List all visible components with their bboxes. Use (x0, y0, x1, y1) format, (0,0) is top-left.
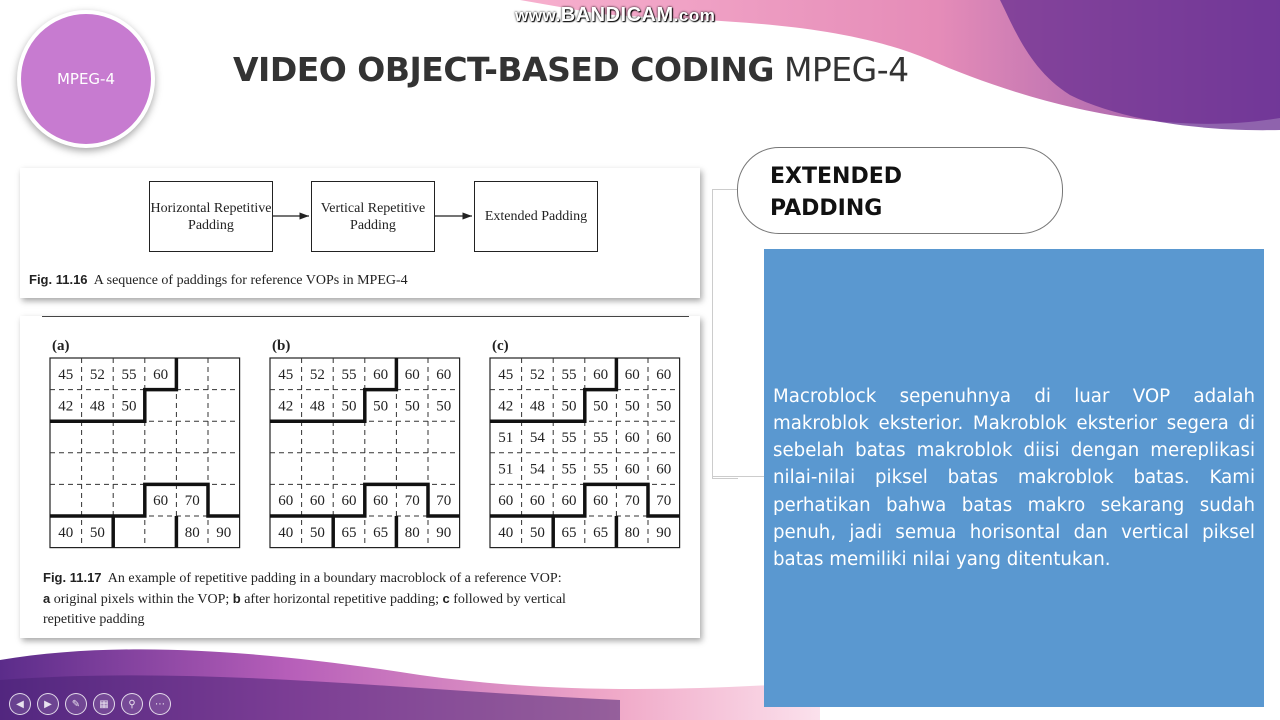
pixel-value: 60 (593, 493, 609, 510)
pixel-value: 60 (624, 430, 640, 446)
pixel-value: 60 (498, 493, 514, 510)
pixel-value: 52 (89, 366, 105, 383)
figure-11-16 (20, 168, 700, 298)
pixel-value: 40 (278, 524, 294, 541)
pixel-value: 60 (153, 493, 169, 510)
mpeg4-badge (17, 10, 155, 148)
pixel-value: 42 (278, 398, 294, 415)
pixel-value: 42 (58, 398, 74, 415)
pixel-value: 70 (404, 493, 420, 510)
pixel-value: 60 (278, 493, 294, 510)
figure2-caption: Fig. 11.17 An example of repetitive padding in a boundary macroblock of a reference VOP: a original pixels within the VOP; b after horizontal repetitive padding; c followed by vertical repetitive padding (43, 570, 566, 627)
pixel-value: 60 (153, 366, 169, 383)
pixel-value: 55 (561, 430, 577, 446)
pixel-value: 60 (373, 493, 389, 510)
pixel-value: 60 (593, 366, 609, 383)
prev-icon[interactable]: ◀ (9, 693, 31, 715)
pixel-value: 42 (498, 398, 514, 415)
pixel-value: 45 (58, 366, 74, 383)
pixel-value: 50 (593, 398, 609, 415)
pixel-value: 45 (278, 366, 294, 383)
pixel-value: 65 (561, 524, 577, 541)
pixel-value: 60 (656, 461, 672, 478)
extended-padding-heading (737, 147, 1063, 234)
connector-line-2 (712, 476, 764, 477)
pixel-value: 55 (561, 461, 577, 478)
padding-grids (20, 316, 700, 566)
pixel-value: 60 (529, 493, 545, 510)
pixel-value: 65 (373, 524, 389, 541)
pixel-value: 60 (436, 366, 452, 383)
description-text: Macroblock sepenuhnya di luar VOP adalah makroblok eksterior. Makroblok eksterior segera di sebelah batas makroblok diisi dengan mereplikasi nilai-nilai piksel batas makroblok batas. Kami perhatikan bahwa batas makro sekarang sudah penuh, jadi semua horisontal dan vertical piksel batas memiliki nilai yang ditentukan. (773, 385, 1255, 570)
pixel-value: 55 (593, 430, 609, 446)
pixel-value: 80 (624, 524, 640, 541)
pixel-value: 65 (341, 524, 357, 541)
flow-box-extended: Extended Padding (474, 181, 598, 252)
pixel-value: 90 (436, 524, 452, 541)
pixel-value: 50 (624, 398, 640, 415)
pixel-value: 55 (593, 461, 609, 478)
pixel-value: 70 (436, 493, 452, 510)
pixel-value: 80 (184, 524, 200, 541)
title-bold: VIDEO OBJECT-BASED CODING (233, 50, 774, 89)
pixel-value: 50 (656, 398, 672, 415)
pixel-value: 55 (561, 366, 577, 383)
slides-icon[interactable]: ▦ (93, 693, 115, 715)
pixel-value: 70 (624, 493, 640, 510)
pixel-value: 52 (529, 366, 545, 383)
pixel-value: 55 (121, 366, 137, 383)
figure1-caption: Fig. 11.16 A sequence of paddings for reference VOPs in MPEG-4 (29, 272, 408, 288)
pixel-value: 90 (656, 524, 672, 541)
pixel-value: 50 (373, 398, 389, 415)
pixel-value: 48 (309, 398, 325, 415)
pixel-value: 80 (404, 524, 420, 541)
search-icon[interactable]: ⚲ (121, 693, 143, 715)
pixel-value: 60 (561, 493, 577, 510)
grid-label: (a) (52, 338, 70, 354)
flow-box-horizontal: Horizontal Repetitive Padding (149, 181, 273, 252)
vop-boundary (490, 484, 680, 516)
grid-label: (c) (492, 338, 509, 354)
pixel-value: 55 (341, 366, 357, 383)
grid-label: (b) (272, 338, 291, 354)
pixel-value: 51 (498, 430, 514, 446)
pixel-value: 50 (436, 398, 452, 415)
heading-line1: EXTENDED (770, 164, 902, 189)
flow-box-vertical: Vertical Repetitive Padding (311, 181, 435, 252)
presentation-controls[interactable] (9, 693, 171, 715)
pixel-value: 60 (656, 366, 672, 383)
pixel-value: 50 (309, 524, 325, 541)
slide-title (233, 50, 909, 89)
pixel-value: 50 (341, 398, 357, 415)
pixel-value: 51 (498, 461, 514, 478)
pixel-value: 65 (593, 524, 609, 541)
pixel-value: 50 (89, 524, 105, 541)
pixel-value: 90 (216, 524, 232, 541)
pixel-value: 60 (624, 461, 640, 478)
pixel-value: 54 (529, 430, 545, 446)
pixel-value: 48 (89, 398, 105, 415)
next-icon[interactable]: ▶ (37, 693, 59, 715)
pixel-value: 70 (184, 493, 200, 510)
bandicam-watermark: www.BANDICAM.com (515, 4, 716, 26)
pen-icon[interactable]: ✎ (65, 693, 87, 715)
heading-line2: PADDING (770, 196, 883, 221)
description-panel (764, 249, 1264, 707)
pixel-value: 50 (561, 398, 577, 415)
vop-boundary (270, 484, 460, 516)
more-icon[interactable]: ⋯ (149, 693, 171, 715)
pixel-value: 60 (624, 366, 640, 383)
pixel-value: 50 (404, 398, 420, 415)
badge-label: MPEG-4 (56, 70, 116, 88)
pixel-value: 50 (121, 398, 137, 415)
pixel-value: 48 (529, 398, 545, 415)
pixel-value: 60 (373, 366, 389, 383)
connector-line (712, 189, 738, 479)
pixel-value: 70 (656, 493, 672, 510)
vop-boundary (50, 484, 240, 516)
pixel-value: 54 (529, 461, 545, 478)
pixel-value: 40 (58, 524, 74, 541)
pixel-value: 60 (656, 430, 672, 446)
title-light: MPEG-4 (783, 50, 909, 89)
pixel-value: 50 (529, 524, 545, 541)
pixel-value: 60 (341, 493, 357, 510)
pixel-value: 60 (309, 493, 325, 510)
pixel-value: 60 (404, 366, 420, 383)
pixel-value: 40 (498, 524, 514, 541)
pixel-value: 52 (309, 366, 325, 383)
pixel-value: 45 (498, 366, 514, 383)
figure-11-17 (20, 316, 700, 638)
